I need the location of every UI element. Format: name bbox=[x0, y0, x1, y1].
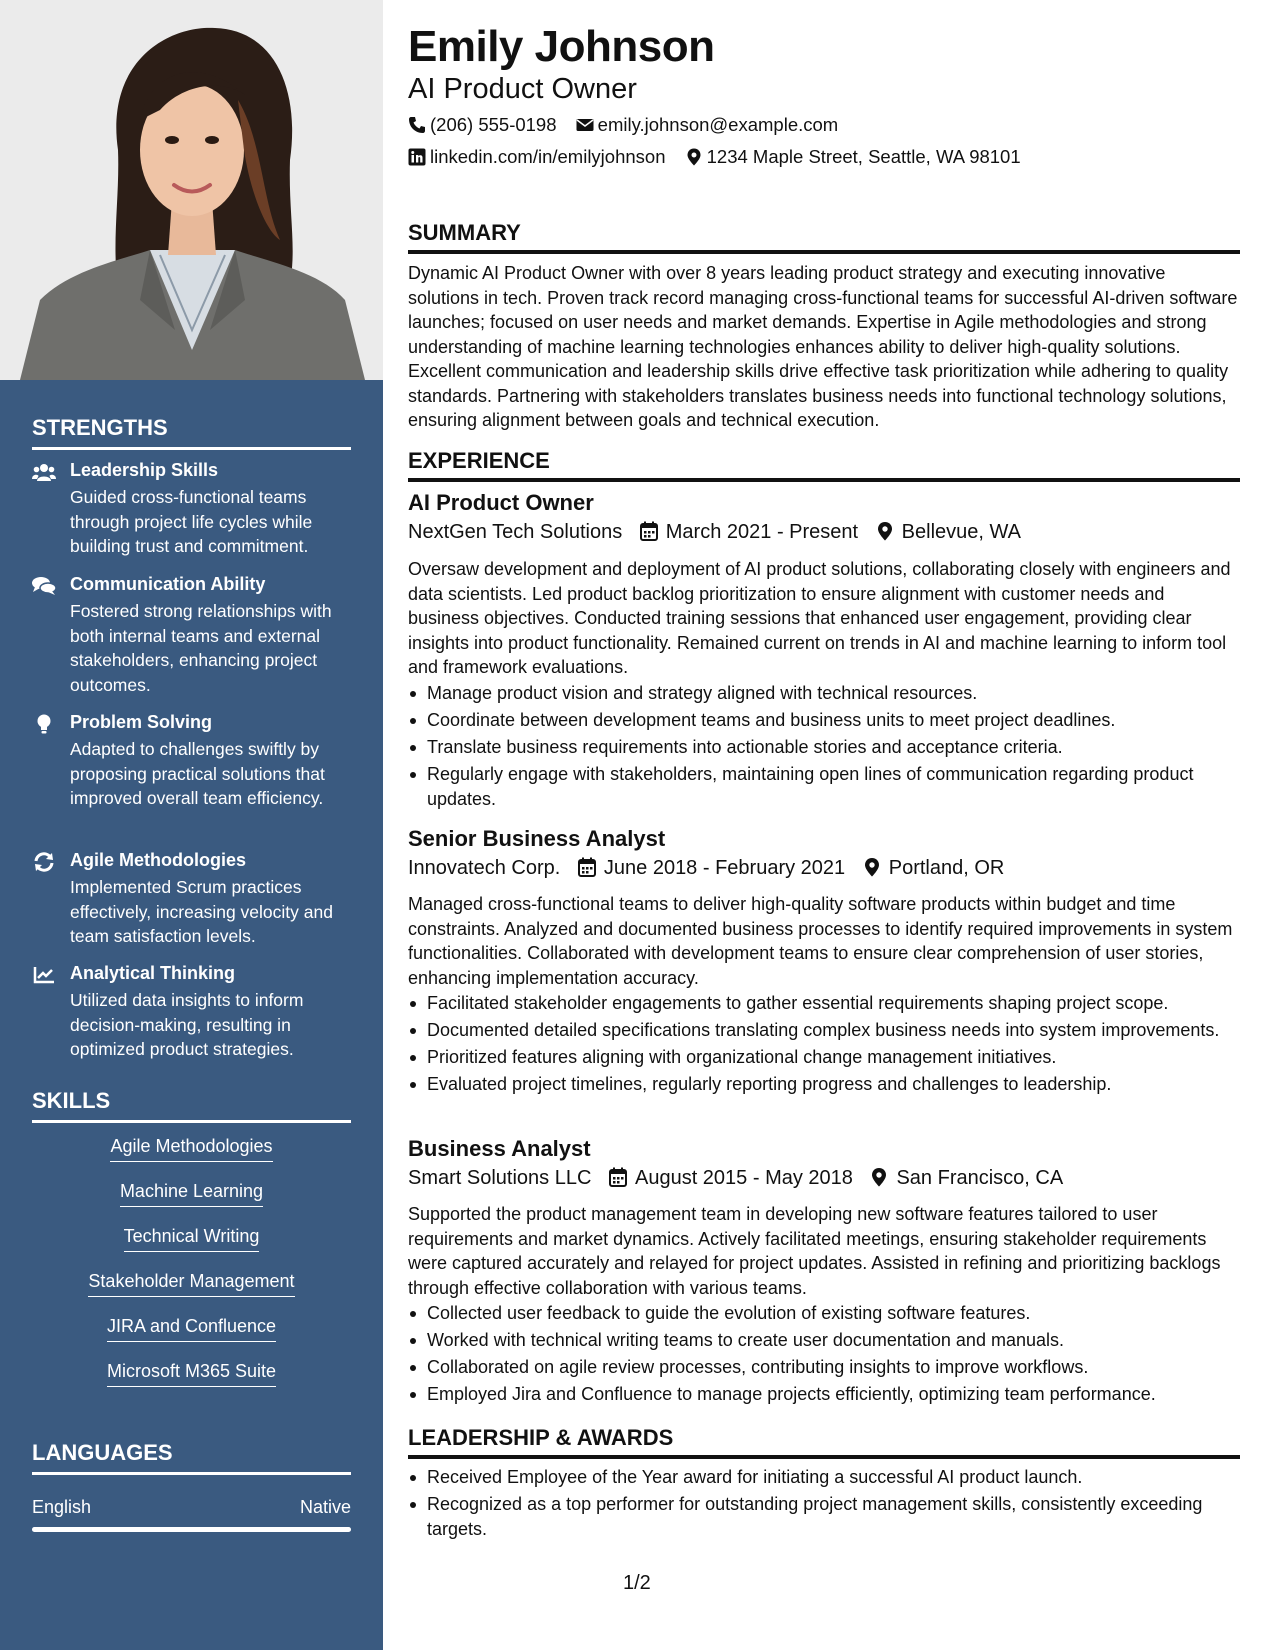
list-item: Documented detailed specifications translating complex business needs into system improvements. bbox=[408, 1018, 1240, 1043]
list-item: Regularly engage with stakeholders, maintaining open lines of communication regarding product updates. bbox=[408, 762, 1240, 811]
strength-title: Analytical Thinking bbox=[70, 963, 236, 983]
phone-contact bbox=[408, 114, 557, 136]
list-item: Translate business requirements into actionable stories and acceptance criteria. bbox=[408, 735, 1240, 760]
email-text[interactable]: emily.johnson@example.com bbox=[597, 114, 839, 135]
map-marker-icon bbox=[685, 148, 703, 166]
contact-row-2 bbox=[408, 146, 1035, 168]
strength-title: Communication Ability bbox=[70, 574, 266, 594]
sidebar bbox=[0, 0, 383, 1650]
job-meta bbox=[408, 1167, 1075, 1190]
awards-list bbox=[408, 1465, 1240, 1544]
job-dates-text: March 2021 - Present bbox=[665, 521, 859, 543]
job-location bbox=[863, 857, 1005, 880]
job-dates-text: August 2015 - May 2018 bbox=[634, 1167, 853, 1189]
job-location bbox=[876, 521, 1021, 544]
calendar-icon bbox=[640, 521, 658, 541]
job-company: Innovatech Corp. bbox=[408, 857, 561, 879]
list-item: Prioritized features aligning with organizational change management initiatives. bbox=[408, 1045, 1240, 1070]
linkedin-icon bbox=[408, 148, 426, 166]
language-proficiency-fill bbox=[32, 1527, 351, 1532]
phone-icon bbox=[408, 116, 426, 134]
skill-item bbox=[32, 1181, 351, 1207]
candidate-role: AI Product Owner bbox=[408, 73, 637, 105]
language-proficiency-bar bbox=[32, 1527, 351, 1532]
address-text: 1234 Maple Street, Seattle, WA 98101 bbox=[706, 146, 1021, 167]
awards-title: LEADERSHIP & AWARDS bbox=[408, 1425, 1240, 1459]
strength-title: Agile Methodologies bbox=[70, 850, 247, 870]
skill-item bbox=[32, 1136, 351, 1162]
address-contact bbox=[685, 146, 1021, 168]
strength-desc: Guided cross-functional teams through project life cycles while building trust and commitment. bbox=[70, 487, 313, 556]
job-description: Supported the product management team in developing new software features tailored to user requirements and market dynamics. Actively facilitated meetings, ensuring stakeholder requirements were captured accurately and relayed for project updates. Assisted in refining and prioritizing backlogs through effective collaboration with various teams. bbox=[408, 1204, 1221, 1298]
job-dates bbox=[578, 857, 845, 880]
skill-label: Microsoft M365 Suite bbox=[107, 1361, 276, 1387]
strength-desc: Fostered strong relationships with both internal teams and external stakeholders, enhancing project outcomes. bbox=[70, 601, 332, 695]
list-item: Manage product vision and strategy aligned with technical resources. bbox=[408, 681, 1240, 706]
strength-desc: Utilized data insights to inform decision-making, resulting in optimized product strategies. bbox=[70, 990, 304, 1059]
job-dates-text: June 2018 - February 2021 bbox=[603, 857, 846, 879]
job-dates bbox=[640, 521, 858, 544]
job-company: NextGen Tech Solutions bbox=[408, 521, 623, 543]
map-marker-icon bbox=[863, 857, 881, 877]
strength-title: Problem Solving bbox=[70, 712, 213, 732]
comments-icon bbox=[32, 576, 56, 596]
list-item: Coordinate between development teams and business units to meet project deadlines. bbox=[408, 708, 1240, 733]
list-item: Evaluated project timelines, regularly reporting progress and challenges to leadership. bbox=[408, 1072, 1240, 1097]
skill-label: Stakeholder Management bbox=[88, 1271, 294, 1297]
profile-photo bbox=[0, 0, 383, 380]
linkedin-contact[interactable] bbox=[408, 146, 665, 168]
strength-item bbox=[32, 460, 352, 560]
email-contact[interactable] bbox=[576, 114, 839, 136]
users-icon bbox=[32, 462, 56, 482]
job-dates bbox=[609, 1167, 853, 1190]
list-item: Received Employee of the Year award for initiating a successful AI product launch. bbox=[408, 1465, 1240, 1490]
page-number: 1/2 bbox=[623, 1572, 651, 1594]
strength-item bbox=[32, 574, 352, 699]
strength-item bbox=[32, 850, 352, 950]
list-item: Worked with technical writing teams to create user documentation and manuals. bbox=[408, 1328, 1240, 1353]
job-location bbox=[870, 1167, 1063, 1190]
job-meta bbox=[408, 857, 1016, 880]
strength-item bbox=[32, 963, 352, 1063]
job-title: Senior Business Analyst bbox=[408, 826, 666, 851]
chart-line-icon bbox=[32, 965, 56, 985]
list-item: Employed Jira and Confluence to manage projects efficiently, optimizing team performance. bbox=[408, 1382, 1240, 1407]
job-meta bbox=[408, 521, 1033, 544]
job-company: Smart Solutions LLC bbox=[408, 1167, 592, 1189]
candidate-name: Emily Johnson bbox=[408, 22, 715, 71]
strength-desc: Adapted to challenges swiftly by proposing practical solutions that improved overall team efficiency. bbox=[70, 739, 325, 808]
calendar-icon bbox=[578, 857, 596, 877]
strength-title: Leadership Skills bbox=[70, 460, 219, 480]
envelope-icon bbox=[576, 116, 594, 134]
job-description: Managed cross-functional teams to deliver high-quality software products within budget and time constraints. Analyzed and documented business processes to identify required improvements in system functionalities. Collaborated with development teams to ensure clear comprehension of user stories, enhancing implementation accuracy. bbox=[408, 894, 1233, 988]
list-item: Recognized as a top performer for outstanding project management skills, consistently exceeding targets. bbox=[408, 1492, 1240, 1541]
list-item: Collaborated on agile review processes, contributing insights to improve workflows. bbox=[408, 1355, 1240, 1380]
linkedin-text[interactable]: linkedin.com/in/emilyjohnson bbox=[430, 146, 666, 167]
list-item: Facilitated stakeholder engagements to gather essential requirements shaping project scope. bbox=[408, 991, 1240, 1016]
skill-label: Technical Writing bbox=[124, 1226, 260, 1252]
strength-desc: Implemented Scrum practices effectively, increasing velocity and team satisfaction levels. bbox=[70, 877, 333, 946]
experience-title: EXPERIENCE bbox=[408, 448, 1240, 482]
strength-item bbox=[32, 712, 352, 837]
calendar-icon bbox=[609, 1167, 627, 1187]
summary-text: Dynamic AI Product Owner with over 8 years leading product strategy and executing innovative solutions in tech. Proven track record managing cross-functional teams for successful AI-driven software launches; focused on user needs and market demands. Expertise in Agile methodologies and strong understanding of machine learning technologies enhances ability to deliver high-quality solutions. Excellent communication and leadership skills drive effective task prioritization while adhering to quality standards. Partnering with stakeholders translates business needs into functional technology solutions, ensuring alignment between goals and technical execution. bbox=[408, 263, 1238, 430]
job-location-text: Bellevue, WA bbox=[901, 521, 1021, 543]
language-level: Native bbox=[299, 1497, 351, 1517]
job-location-text: San Francisco, CA bbox=[896, 1167, 1064, 1189]
skill-label: JIRA and Confluence bbox=[107, 1316, 276, 1342]
job-bullets bbox=[408, 991, 1240, 1099]
strengths-title: STRENGTHS bbox=[32, 415, 351, 450]
skill-label: Agile Methodologies bbox=[110, 1136, 272, 1162]
lightbulb-icon bbox=[32, 714, 56, 734]
skill-label: Machine Learning bbox=[120, 1181, 263, 1207]
sync-icon bbox=[32, 852, 56, 872]
map-marker-icon bbox=[876, 521, 894, 541]
map-marker-icon bbox=[870, 1167, 888, 1187]
job-bullets bbox=[408, 1301, 1240, 1409]
contact-row-1 bbox=[408, 114, 852, 136]
job-title: AI Product Owner bbox=[408, 490, 594, 515]
job-description: Oversaw development and deployment of AI product solutions, collaborating closely with engineers and data scientists. Led product backlog prioritization to ensure alignment with customer needs and business objectives. Conducted training sessions that enhanced user engagement, providing clear insights into product functionality. Remained current on trends in AI and machine learning to inform tool and framework evaluations. bbox=[408, 559, 1231, 677]
language-name: English bbox=[32, 1497, 92, 1517]
skill-item bbox=[32, 1226, 351, 1252]
skill-item bbox=[32, 1316, 351, 1342]
summary-title: SUMMARY bbox=[408, 220, 1240, 254]
job-title: Business Analyst bbox=[408, 1136, 591, 1161]
list-item: Collected user feedback to guide the evolution of existing software features. bbox=[408, 1301, 1240, 1326]
skill-item bbox=[32, 1361, 351, 1387]
job-bullets bbox=[408, 681, 1240, 814]
languages-title: LANGUAGES bbox=[32, 1440, 351, 1475]
skill-item bbox=[32, 1271, 351, 1297]
skills-title: SKILLS bbox=[32, 1088, 351, 1123]
job-location-text: Portland, OR bbox=[888, 857, 1005, 879]
phone-text: (206) 555-0198 bbox=[430, 114, 557, 135]
